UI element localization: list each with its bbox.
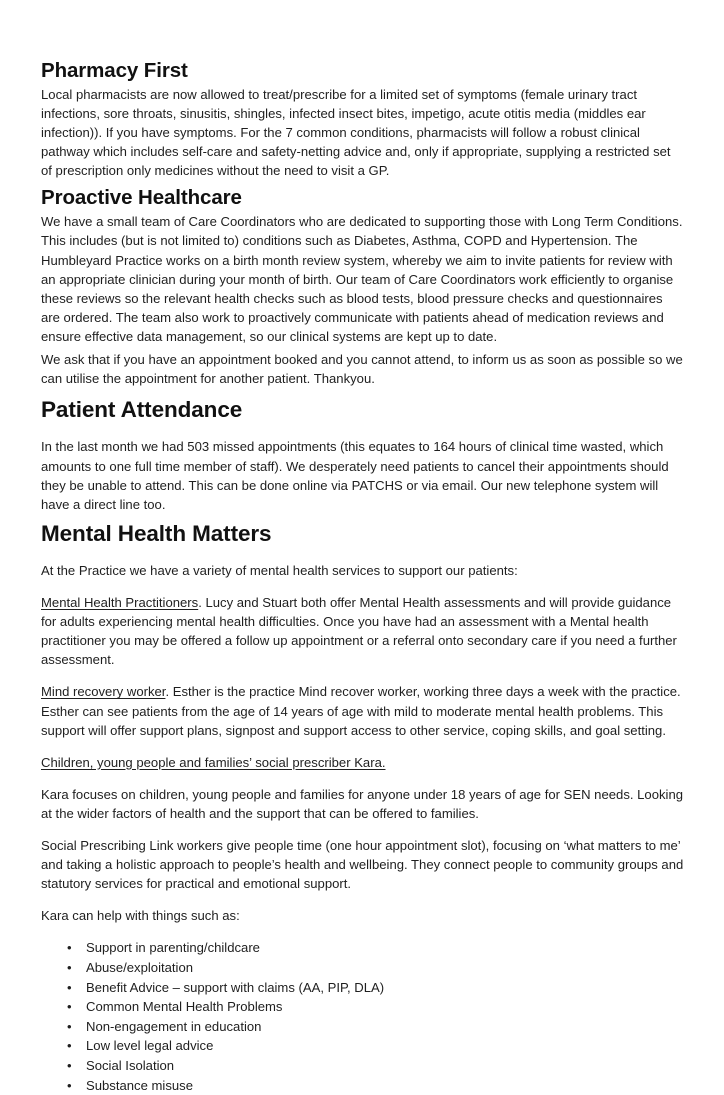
list-item	[41, 938, 684, 957]
service-body-mind-recovery-worker: . Esther is the practice Mind recover worker, working three days a week with the practice. Esther can see patients from the age of 14 years of age with mild to moderate mental health problems. This support will offer support plans, signpost and support access to other service, coping skills, and goal setting.	[41, 684, 681, 738]
paragraph-pharmacy-first: Local pharmacists are now allowed to treat/prescribe for a limited set of symptoms (female urinary tract infections, sore throats, sinusitis, shingles, infected insect bites, impetigo, acute otitis media (middles ear infection)). If you have symptoms. For the 7 common conditions, pharmacists will follow a robust clinical pathway which includes self-care and safety-netting advice and, only if appropriate, supplying a restricted set of prescription only medicines without the need to visit a GP.	[41, 86, 671, 179]
list-item	[41, 1056, 684, 1075]
paragraph-kara-focus: Kara focuses on children, young people and families for anyone under 18 years of age for SEN needs. Looking at the wider factors of health and the support that can be offered to families.	[41, 786, 684, 821]
list-item	[41, 958, 684, 977]
list-item-label: Support in parenting/childcare	[86, 940, 260, 956]
list-item	[41, 978, 684, 997]
heading-proactive-healthcare: Proactive Healthcare	[41, 186, 242, 210]
paragraph-proactive-healthcare-2: We ask that if you have an appointment booked and you cannot attend, to inform us as soon as possible so we can utilise the appointment for another patient. Thankyou.	[41, 352, 683, 387]
paragraph-patient-attendance: In the last month we had 503 missed appointments (this equates to 164 hours of clinical time wasted, which amounts to one full time member of staff). We desperately need patients to cancel their appointments should they be unable to attend. This can be done online via PATCHS or via email. Our new telephone system will have a direct line too.	[41, 439, 669, 512]
list-item-label: Benefit Advice – support with claims (AA, PIP, DLA)	[86, 979, 385, 995]
list-item-label: Substance misuse	[86, 1077, 193, 1093]
paragraph-social-prescribing-link-workers: Social Prescribing Link workers give people time (one hour appointment slot), focusing on ‘what matters to me’ and taking a holistic approach to people’s health and wellbeing. They connect people to community groups and statutory services for practical and emotional support.	[41, 838, 684, 892]
list-item-label: Common Mental Health Problems	[86, 999, 283, 1015]
paragraph-kara-help-intro: Kara can help with things such as:	[41, 908, 240, 924]
bullet-icon: •	[67, 1018, 72, 1034]
paragraph-mental-health-intro: At the Practice we have a variety of mental health services to support our patients:	[41, 562, 518, 578]
document-content	[41, 60, 684, 1095]
list-item-label: Low level legal advice	[86, 1038, 214, 1054]
bullet-icon: •	[67, 1057, 72, 1073]
bullet-icon: •	[67, 1077, 72, 1093]
service-label-mental-health-practitioners: Mental Health Practitioners	[41, 595, 199, 611]
paragraph-proactive-healthcare-1: We have a small team of Care Coordinators who are dedicated to supporting those with Long Term Conditions. This includes (but is not limited to) conditions such as Diabetes, Asthma, COPD and Hypertension. The Humbleyard Practice works on a birth month review system, whereby we aim to invite patients for review with an appropriate clinician during your month of birth. Our team of Care Coordinators work efficiently to organise these reviews so the relevant health checks such as blood tests, blood pressure checks and questionnaires are ordered. The team also work to proactively communicate with patients ahead of medication reviews and ensure effective data management, so our clinical systems are kept up to date.	[41, 214, 683, 344]
bullet-icon: •	[67, 940, 72, 956]
service-body-mental-health-practitioners: . Lucy and Stuart both offer Mental Health assessments and will provide guidance for adults experiencing mental health difficulties. Once you have had an assessment with a Mental health practitioner you may be offered a follow up appointment or a referral onto secondary care if you need a further assessment.	[41, 595, 677, 668]
list-item	[41, 997, 684, 1016]
bullet-icon: •	[67, 999, 72, 1015]
heading-patient-attendance: Patient Attendance	[41, 397, 243, 423]
bullet-icon: •	[67, 959, 72, 975]
list-item	[41, 1076, 684, 1095]
list-item	[41, 1036, 684, 1055]
bullet-icon: •	[67, 979, 72, 995]
list-item-label: Non-engagement in education	[86, 1018, 262, 1034]
heading-pharmacy-first: Pharmacy First	[41, 59, 188, 82]
service-mind-recovery-worker	[41, 682, 684, 739]
service-mental-health-practitioners	[41, 593, 684, 669]
kara-help-list	[41, 938, 684, 1094]
bullet-icon: •	[67, 1038, 72, 1054]
list-item	[41, 1017, 684, 1036]
list-item-label: Social Isolation	[86, 1057, 175, 1073]
heading-mental-health-matters: Mental Health Matters	[41, 520, 272, 546]
subheading-social-prescriber-kara-text: Children, young people and families’ social prescriber Kara.	[41, 754, 386, 770]
service-label-mind-recovery-worker: Mind recovery worker	[41, 684, 166, 700]
list-item-label: Abuse/exploitation	[86, 959, 194, 975]
subheading-social-prescriber-kara	[41, 753, 684, 772]
